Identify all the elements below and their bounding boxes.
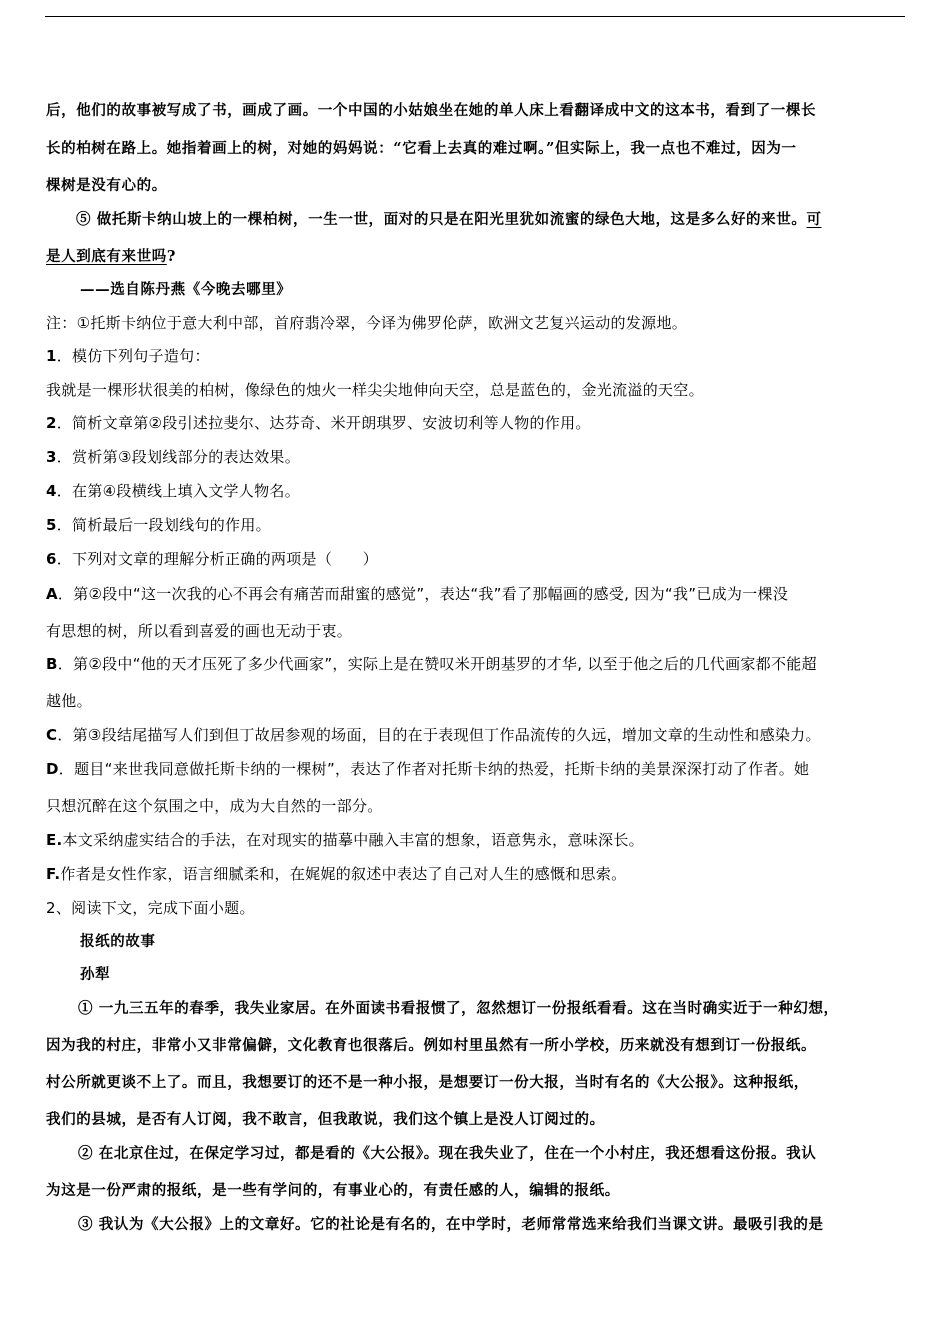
question-5 <box>46 518 271 533</box>
article-line: ② 在北京住过，在保定学习过，都是看的《大公报》。现在我失业了，住在一个小村庄，我还想看这份报。我认 <box>78 1145 817 1162</box>
question-text: ．简析最后一段划线句的作用。 <box>56 516 271 534</box>
option-f <box>46 867 626 882</box>
header-rule <box>45 16 905 17</box>
option-label: E. <box>46 831 63 849</box>
option-c <box>46 728 821 743</box>
passage-source: ——选自陈丹燕《今晚去哪里》 <box>80 281 292 298</box>
question-number: 5 <box>46 516 57 534</box>
question-number: 1 <box>46 347 57 365</box>
option-text: ．题目“来世我同意做托斯卡纳的一棵树”，表达了作者对托斯卡纳的热爱，托斯卡纳的美景深深打动了作者。她 <box>58 760 810 778</box>
question-text: ．下列对文章的理解分析正确的两项是（ ） <box>56 550 379 568</box>
option-label: D <box>46 760 59 778</box>
article-title: 报纸的故事 <box>80 933 156 950</box>
article-line: 村公所就更谈不上了。而且，我想要订的还不是一种小报，是想要订一份大报，当时有名的《大公报》。这种报纸， <box>46 1074 809 1091</box>
option-e <box>46 833 644 848</box>
option-label: B <box>46 655 58 673</box>
question-4 <box>46 484 300 499</box>
option-d-cont: 只想沉醉在这个氛围之中，成为大自然的一部分。 <box>46 797 383 815</box>
question-number: 2 <box>46 414 57 432</box>
question-text: ．赏析第③段划线部分的表达效果。 <box>56 448 300 466</box>
article-author: 孙犁 <box>80 966 111 983</box>
passage-line <box>46 250 176 265</box>
question-1 <box>46 349 210 364</box>
article-line: 我们的县城，是否有人订阅，我不敢言，但我敢说，我们这个镇上是没人订阅过的。 <box>46 1111 605 1128</box>
option-a <box>46 587 788 602</box>
question-1-example: 我就是一棵形状很美的柏树，像绿色的烛火一样尖尖地伸向天空，总是蓝色的，金光流溢的天空。 <box>46 381 704 399</box>
option-text: 作者是女性作家，语言细腻柔和，在娓娓的叙述中表达了自己对人生的感慨和思索。 <box>60 865 627 883</box>
passage-text: ? <box>166 248 176 265</box>
article-line: ③ 我认为《大公报》上的文章好。它的社论是有名的，在中学时，老师常常选来给我们当课文讲。最吸引我的是 <box>78 1216 824 1233</box>
option-b <box>46 657 817 672</box>
article-line: 因为我的村庄，非常小又非常偏僻，文化教育也很落后。例如村里虽然有一所小学校，历来就没有想到订一份报纸。 <box>46 1037 817 1054</box>
question-text: ．在第④段横线上填入文学人物名。 <box>56 482 300 500</box>
passage-line: 棵树是没有心的。 <box>46 177 167 194</box>
option-text: ．第②段中“他的天才压死了多少代画家”，实际上是在赞叹米开朗基罗的才华, 以至于他之后的几代画家都不能超 <box>57 655 817 673</box>
option-text: ．第②段中“这一次我的心不再会有痛苦而甜蜜的感觉”，表达“我”看了那幅画的感受, 因为“我”已成为一棵没 <box>57 585 789 603</box>
option-label: A <box>46 585 58 603</box>
passage-line <box>76 213 822 228</box>
article-line: ① 一九三五年的春季，我失业家居。在外面读书看报惯了，忽然想订一份报纸看看。这在当时确实近于一种幻想， <box>78 1000 839 1017</box>
option-d <box>46 762 809 777</box>
question-number: 3 <box>46 448 57 466</box>
question-text: ．模仿下列句子造句： <box>56 347 210 365</box>
option-text: 本文采纳虚实结合的手法，在对现实的描摹中融入丰富的想象，语意隽永，意味深长。 <box>62 831 644 849</box>
option-a-cont: 有思想的树，所以看到喜爱的画也无动于衷。 <box>46 622 353 640</box>
article-line: 为这是一份严肃的报纸，是一些有学问的，有事业心的，有责任感的人，编辑的报纸。 <box>46 1182 620 1199</box>
question-number: 4 <box>46 482 57 500</box>
section-2-intro: 2、阅读下文，完成下面小题。 <box>46 899 255 917</box>
underlined-sentence: 是人到底有来世吗 <box>46 248 167 265</box>
passage-line: 长的柏树在路上。她指着画上的树，对她的妈妈说：“它看上去真的难过啊。”但实际上，我一点也不难过，因为一 <box>46 140 797 157</box>
passage-line: 后，他们的故事被写成了书，画成了画。一个中国的小姑娘坐在她的单人床上看翻译成中文的这本书，看到了一棵长 <box>46 102 817 119</box>
question-3 <box>46 450 300 465</box>
question-2 <box>46 416 591 431</box>
underlined-sentence: 可 <box>806 211 822 228</box>
option-label: F. <box>46 865 61 883</box>
question-6 <box>46 552 378 567</box>
option-text: ．第③段结尾描写人们到但丁故居参观的场面，目的在于表现但丁作品流传的久远，增加文章的生动性和感染力。 <box>57 726 821 744</box>
question-number: 6 <box>46 550 57 568</box>
option-label: C <box>46 726 58 744</box>
note: 注：①托斯卡纳位于意大利中部，首府翡冷翠，今译为佛罗伦萨，欧洲文艺复兴运动的发源地。 <box>46 314 688 332</box>
option-b-cont: 越他。 <box>46 692 92 710</box>
question-text: ．简析文章第②段引述拉斐尔、达芬奇、米开朗琪罗、安波切利等人物的作用。 <box>56 414 591 432</box>
passage-text: ⑤ 做托斯卡纳山坡上的一棵柏树，一生一世，面对的只是在阳光里犹如流蜜的绿色大地，这是多么好的来世。 <box>76 211 807 228</box>
